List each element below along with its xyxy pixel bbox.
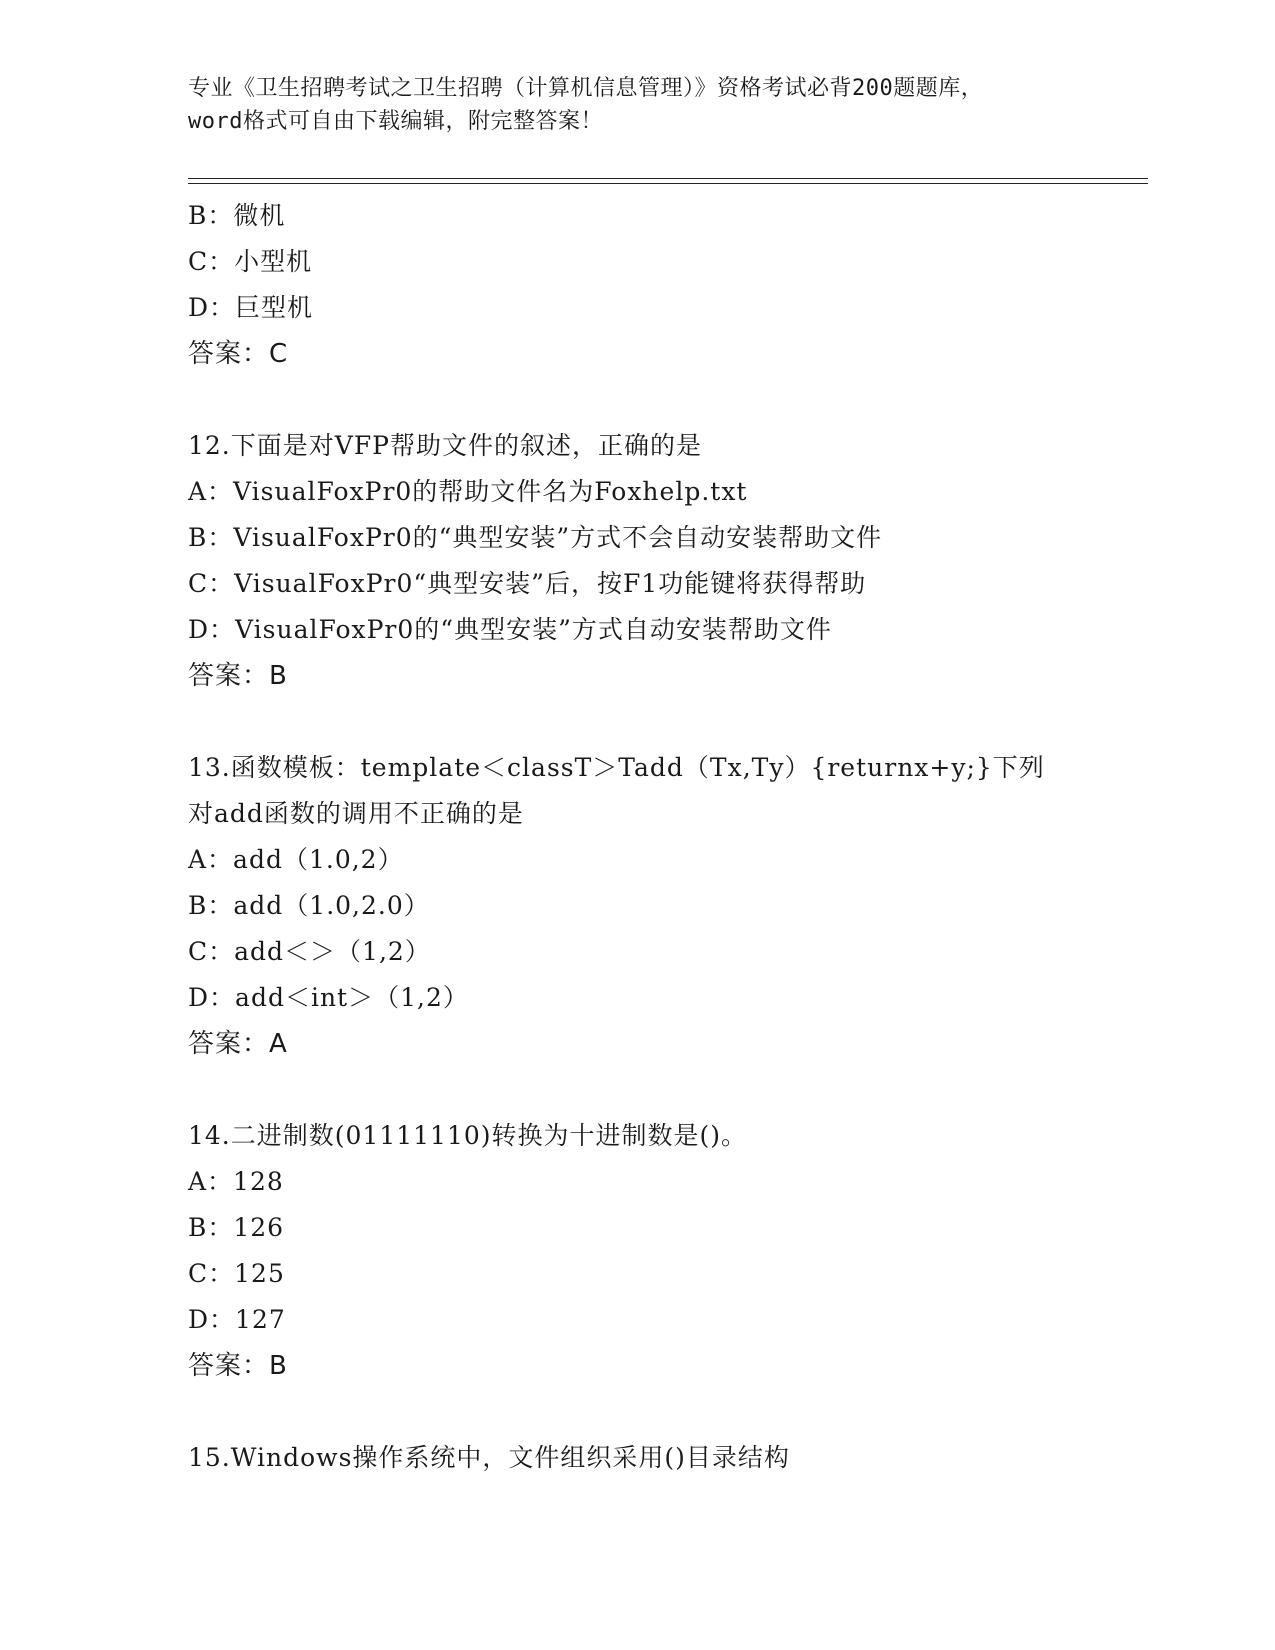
option-b: B：VisualFoxPr0的“典型安装”方式不会自动安装帮助文件 [188, 523, 883, 552]
question-14 [188, 1113, 1148, 1389]
spacer [188, 1067, 1148, 1113]
option-b: B：126 [188, 1213, 285, 1242]
question-list [188, 193, 1148, 1481]
option-b: B：微机 [188, 201, 286, 230]
header-rule-bottom [188, 183, 1148, 184]
question-12 [188, 423, 1148, 699]
question-13 [188, 745, 1148, 1067]
document-header [188, 72, 1088, 138]
option-d: D：巨型机 [188, 293, 314, 322]
option-c: C：add＜＞（1,2） [188, 937, 431, 966]
answer-line: 答案：B [188, 1351, 288, 1381]
option-a: A：VisualFoxPr0的帮助文件名为Foxhelp.txt [188, 477, 748, 506]
question-stem: 13.函数模板：template＜classT＞Tadd（Tx,Ty）{returnx+y;}下列 [188, 753, 1045, 782]
question-stem: 12.下面是对VFP帮助文件的叙述，正确的是 [188, 431, 702, 460]
option-b: B：add（1.0,2.0） [188, 891, 430, 920]
option-c: C：125 [188, 1259, 285, 1288]
answer-line: 答案：B [188, 661, 288, 691]
question-stem: 14.二进制数(01111110)转换为十进制数是()。 [188, 1121, 748, 1150]
spacer [188, 377, 1148, 423]
option-d: D：127 [188, 1305, 286, 1334]
option-c: C：小型机 [188, 247, 313, 276]
answer-line: 答案：C [188, 339, 289, 369]
option-a: A：128 [188, 1167, 284, 1196]
answer-line: 答案：A [188, 1029, 288, 1059]
question-11-continued [188, 193, 1148, 377]
question-15 [188, 1435, 1148, 1481]
option-d: D：add＜int＞（1,2） [188, 983, 469, 1012]
spacer [188, 1389, 1148, 1435]
question-stem-continued: 对add函数的调用不正确的是 [188, 799, 524, 828]
header-rule-top [188, 178, 1148, 179]
option-d: D：VisualFoxPr0的“典型安装”方式自动安装帮助文件 [188, 615, 832, 644]
spacer [188, 699, 1148, 745]
header-line-1: 专业《卫生招聘考试之卫生招聘（计算机信息管理）》资格考试必背200题题库， [188, 76, 984, 101]
header-line-2: word格式可自由下载编辑，附完整答案！ [188, 109, 603, 134]
option-a: A：add（1.0,2） [188, 845, 404, 874]
question-stem: 15.Windows操作系统中，文件组织采用()目录结构 [188, 1443, 790, 1472]
option-c: C：VisualFoxPr0“典型安装”后，按F1功能键将获得帮助 [188, 569, 867, 598]
